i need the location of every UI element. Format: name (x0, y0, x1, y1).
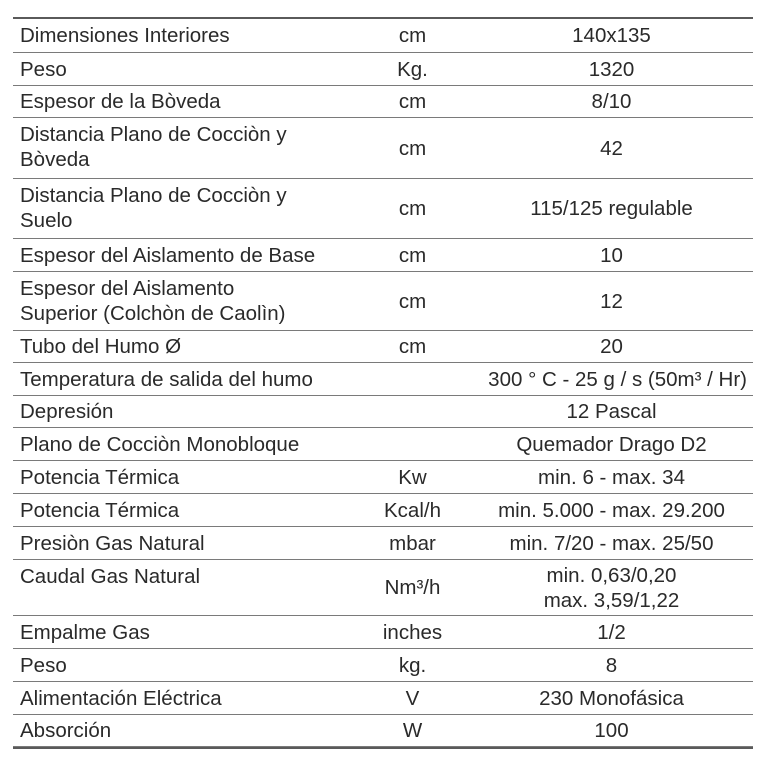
row-unit: cm (398, 197, 427, 220)
table-row (13, 272, 753, 331)
row-unit: kg. (398, 653, 427, 677)
table-row (13, 428, 753, 461)
row-value: 8/10 (591, 90, 632, 113)
table-row (13, 682, 753, 715)
row-value: min. 5.000 - max. 29.200 (498, 498, 725, 522)
row-unit: mbar (389, 531, 436, 555)
row-label: Tubo del Humo Ø (20, 335, 182, 358)
table-row (13, 53, 753, 86)
row-label: Dimensiones Interiores (20, 24, 230, 47)
row-unit: cm (398, 243, 427, 267)
table-row (13, 560, 753, 616)
row-unit: Kw (398, 465, 427, 489)
table-row (13, 649, 753, 682)
table-row (13, 527, 753, 560)
table-row (13, 363, 753, 396)
table-row (13, 616, 753, 649)
row-label: Presiòn Gas Natural (20, 531, 205, 555)
row-unit: Kcal/h (384, 498, 441, 522)
row-unit: Nm³/h (384, 576, 441, 599)
row-label: Espesor de la Bòveda (20, 90, 221, 113)
row-unit: cm (398, 289, 427, 313)
table-row (13, 118, 753, 179)
row-value: 300 ° C - 25 g / s (50m³ / Hr) (488, 367, 747, 391)
row-value: min. 7/20 - max. 25/50 (509, 531, 714, 555)
row-unit: Kg. (397, 57, 428, 81)
table-row (13, 179, 753, 239)
row-label: Distancia Plano de Cocciòn y Suelo (20, 184, 287, 232)
row-value: min. 6 - max. 34 (538, 465, 685, 489)
row-unit: W (402, 719, 423, 742)
row-unit: cm (398, 335, 427, 358)
table-row (13, 461, 753, 494)
row-unit (355, 363, 470, 395)
row-label: Absorción (20, 719, 112, 742)
row-unit: V (405, 686, 420, 710)
row-label: Potencia Térmica (20, 498, 180, 522)
table-row (13, 494, 753, 527)
row-value: 1/2 (597, 620, 626, 644)
row-label: Espesor del Aislamento Superior (Colchòn de Caolìn) (20, 277, 286, 325)
row-label: Peso (20, 57, 67, 81)
row-label: Caudal Gas Natural (20, 565, 201, 588)
row-label: Alimentación Eléctrica (20, 686, 222, 710)
row-label: Plano de Cocciòn Monobloque (20, 432, 300, 456)
table-row (13, 715, 753, 747)
row-value: 1320 (588, 57, 635, 81)
row-value: Quemador Drago D2 (516, 432, 707, 456)
row-value: 140x135 (572, 24, 651, 47)
table-row (13, 239, 753, 272)
row-value: 115/125 regulable (530, 197, 693, 220)
row-value: 100 (594, 719, 629, 742)
row-value: 12 (600, 289, 623, 313)
table-row (13, 86, 753, 118)
table-row (13, 19, 753, 53)
table-row (13, 396, 753, 428)
row-label: Depresión (20, 400, 114, 423)
row-label: Distancia Plano de Cocciòn y Bòveda (20, 123, 287, 171)
row-value: 12 Pascal (566, 400, 657, 423)
row-value: 42 (600, 136, 623, 160)
row-label: Potencia Térmica (20, 465, 180, 489)
row-value: 8 (605, 653, 618, 677)
row-label: Temperatura de salida del humo (20, 367, 313, 391)
row-unit: cm (398, 90, 427, 113)
row-label: Empalme Gas (20, 620, 150, 644)
row-value: 20 (600, 335, 623, 358)
row-value: min. 0,63/0,20 max. 3,59/1,22 (543, 563, 680, 612)
row-value: 230 Monofásica (539, 686, 684, 710)
row-unit: cm (398, 24, 427, 47)
row-unit (355, 396, 470, 427)
row-unit (355, 428, 470, 460)
row-label: Espesor del Aislamento de Base (20, 243, 316, 267)
spec-table (13, 17, 753, 749)
table-row (13, 331, 753, 363)
row-unit: inches (382, 620, 443, 644)
row-value: 10 (600, 243, 623, 267)
table-bottom-rule (13, 747, 753, 749)
row-unit: cm (398, 136, 427, 160)
row-label: Peso (20, 653, 67, 677)
